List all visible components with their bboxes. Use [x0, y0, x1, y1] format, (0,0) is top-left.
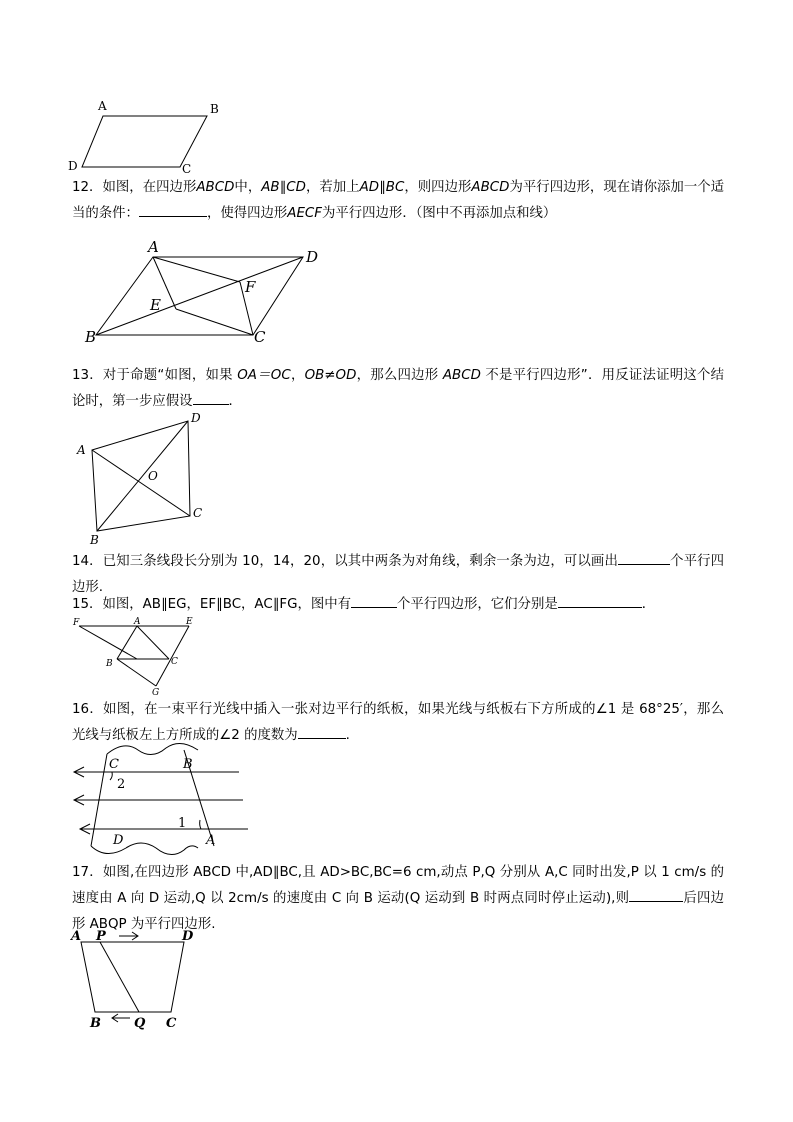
quadrilateral-abcd	[92, 421, 190, 531]
label-d: D	[68, 159, 78, 173]
label-g: G	[152, 688, 160, 698]
label-f: F	[245, 278, 256, 296]
angle-2-arc	[110, 772, 112, 780]
cardboard-bottom-edge	[91, 843, 198, 855]
q15-answer-blank-count[interactable]	[351, 594, 397, 608]
label-b: B	[183, 757, 193, 772]
label-a: A	[71, 929, 82, 944]
label-b: B	[210, 102, 219, 116]
q17-number: 17．	[72, 865, 103, 880]
q17-figure	[66, 924, 216, 1034]
segment-pq	[100, 942, 139, 1012]
q15-answer-blank-list[interactable]	[558, 594, 642, 608]
question-15: 15．如图，AB∥EG，EF∥BC，AC∥FG，图中有 个平行四边形，它们分别是 ．	[72, 592, 724, 618]
question-17: 17．如图,在四边形 ABCD 中,AD∥BC,且 AD>BC,BC=6 cm,动点 P,Q 分别从 A,C 同时出发,P 以 1 cm/s 的速度由 A 向 D 运动,Q 以 2cm/s 的速度由 C 向 B 运动(Q 运动到 B 时两点同时停止运动),则 后四边形 ABQP 为平行四边形.	[72, 865, 725, 932]
q11-parallelogram-figure	[62, 96, 232, 176]
q15-figure	[68, 614, 203, 699]
q14-answer-blank[interactable]	[618, 551, 670, 565]
label-q: Q	[134, 1016, 146, 1031]
label-b: B	[90, 1016, 101, 1031]
q16-figure	[66, 740, 256, 865]
label-c: C	[166, 1016, 177, 1031]
label-e: E	[186, 617, 193, 627]
label-b: B	[90, 533, 99, 547]
label-c: C	[109, 757, 119, 772]
question-16: 16．如图，在一束平行光线中插入一张对边平行的纸板，如果光线与纸板右下方所成的∠1 是 68°25′，那么光线与纸板左上方所成的∠2 的度数为 .	[72, 702, 724, 743]
q13-number: 13．	[72, 368, 103, 383]
label-c: C	[182, 162, 192, 176]
label-o: O	[148, 469, 158, 483]
label-d: D	[191, 411, 201, 425]
parallelogram-abcd	[82, 116, 207, 167]
label-a: A	[98, 99, 107, 113]
label-a: A	[206, 833, 216, 848]
label-e: E	[150, 296, 161, 314]
label-angle-2: 2	[117, 777, 126, 792]
cardboard-top-edge	[107, 743, 198, 754]
label-c: C	[193, 506, 203, 520]
label-a: A	[134, 617, 141, 627]
q16-answer-blank[interactable]	[298, 725, 346, 739]
label-a: A	[77, 443, 86, 457]
label-d: D	[306, 248, 319, 266]
label-angle-1: 1	[178, 816, 187, 831]
q12-figure	[80, 236, 330, 346]
question-14: 14．已知三条线段长分别为 10，14，20，以其中两条为对角线，剩余一条为边，可以画出 个平行四边形.	[72, 549, 724, 601]
q17-answer-blank[interactable]	[629, 888, 683, 902]
q12-number: 12．	[72, 180, 103, 195]
label-c: C	[254, 328, 266, 346]
label-b: B	[85, 328, 97, 346]
angle-1-arc	[200, 820, 201, 829]
trapezoid-abcd	[81, 942, 184, 1012]
label-c: C	[171, 657, 178, 667]
question-13: 13．对于命题“如图，如果 OA＝OC，OB≠OD，那么四边形 ABCD 不是平行四边形”．用反证法证明这个结论时，第一步应假设 ．	[72, 368, 725, 409]
q13-answer-blank[interactable]	[193, 391, 229, 405]
label-p: P	[96, 929, 106, 944]
label-d: D	[182, 929, 194, 944]
label-d: D	[113, 833, 124, 848]
label-a: A	[148, 238, 159, 256]
q15-number: 15．	[72, 597, 103, 612]
q16-number: 16．	[72, 702, 104, 717]
q13-figure	[72, 410, 212, 545]
q14-number: 14．	[72, 554, 103, 569]
label-f: F	[73, 618, 80, 628]
question-12: 12．如图，在四边形ABCD中，AB∥CD，若加上AD∥BC，则四边形ABCD为平行四边形，现在请你添加一个适当的条件： ，使得四边形AECF为平行四边形．（图中不再添加点和线）	[72, 180, 725, 221]
label-b: B	[106, 659, 113, 669]
q12-answer-blank[interactable]	[139, 203, 207, 217]
